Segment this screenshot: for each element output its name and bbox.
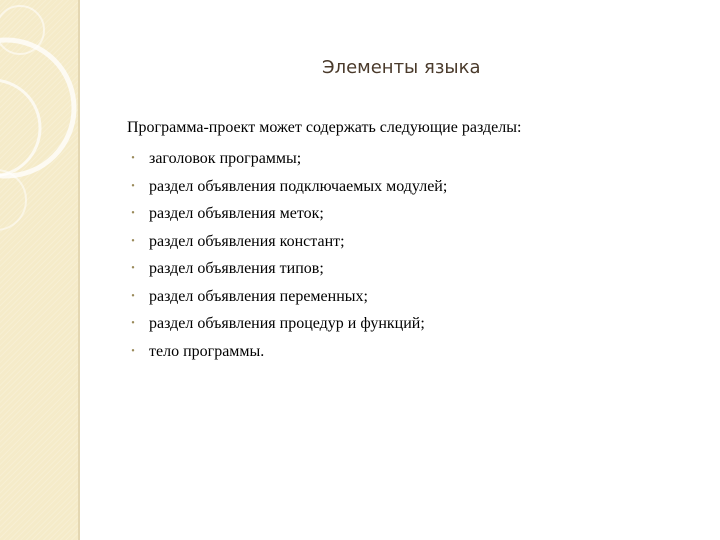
list-item-text: раздел объявления процедур и функций; — [149, 315, 425, 332]
list-item — [127, 338, 447, 366]
bullet-icon: • — [131, 318, 135, 329]
decorative-side-panel — [0, 0, 78, 540]
bullet-icon: • — [131, 345, 135, 357]
list-item-text: раздел объявления подключаемых модулей; — [149, 177, 448, 195]
list-item-text: тело программы. — [149, 342, 265, 360]
list-item — [127, 310, 447, 338]
list-item-text: раздел объявления констант; — [149, 232, 345, 250]
list-item-text: раздел объявления меток; — [149, 205, 324, 222]
list-item — [127, 200, 447, 228]
list-item — [127, 145, 447, 173]
bullet-icon: • — [131, 235, 135, 247]
bullet-icon: • — [131, 208, 135, 219]
decorative-circles-icon — [0, 0, 78, 260]
side-panel-edge — [78, 0, 80, 540]
list-item — [127, 173, 447, 201]
bullet-icon: • — [131, 153, 135, 164]
bullet-icon: • — [131, 263, 135, 274]
slide-title: Элементы языка — [322, 57, 481, 78]
list-item-text: раздел объявления переменных; — [149, 287, 368, 305]
list-item — [127, 283, 447, 311]
list-item — [127, 228, 447, 256]
intro-text: Программа-проект может содержать следующие разделы: — [127, 119, 522, 136]
list-item — [127, 255, 447, 283]
bullet-icon: • — [131, 180, 135, 192]
bullet-list — [127, 145, 447, 365]
bullet-icon: • — [131, 290, 135, 302]
list-item-text: раздел объявления типов; — [149, 260, 324, 277]
list-item-text: заголовок программы; — [149, 150, 302, 167]
